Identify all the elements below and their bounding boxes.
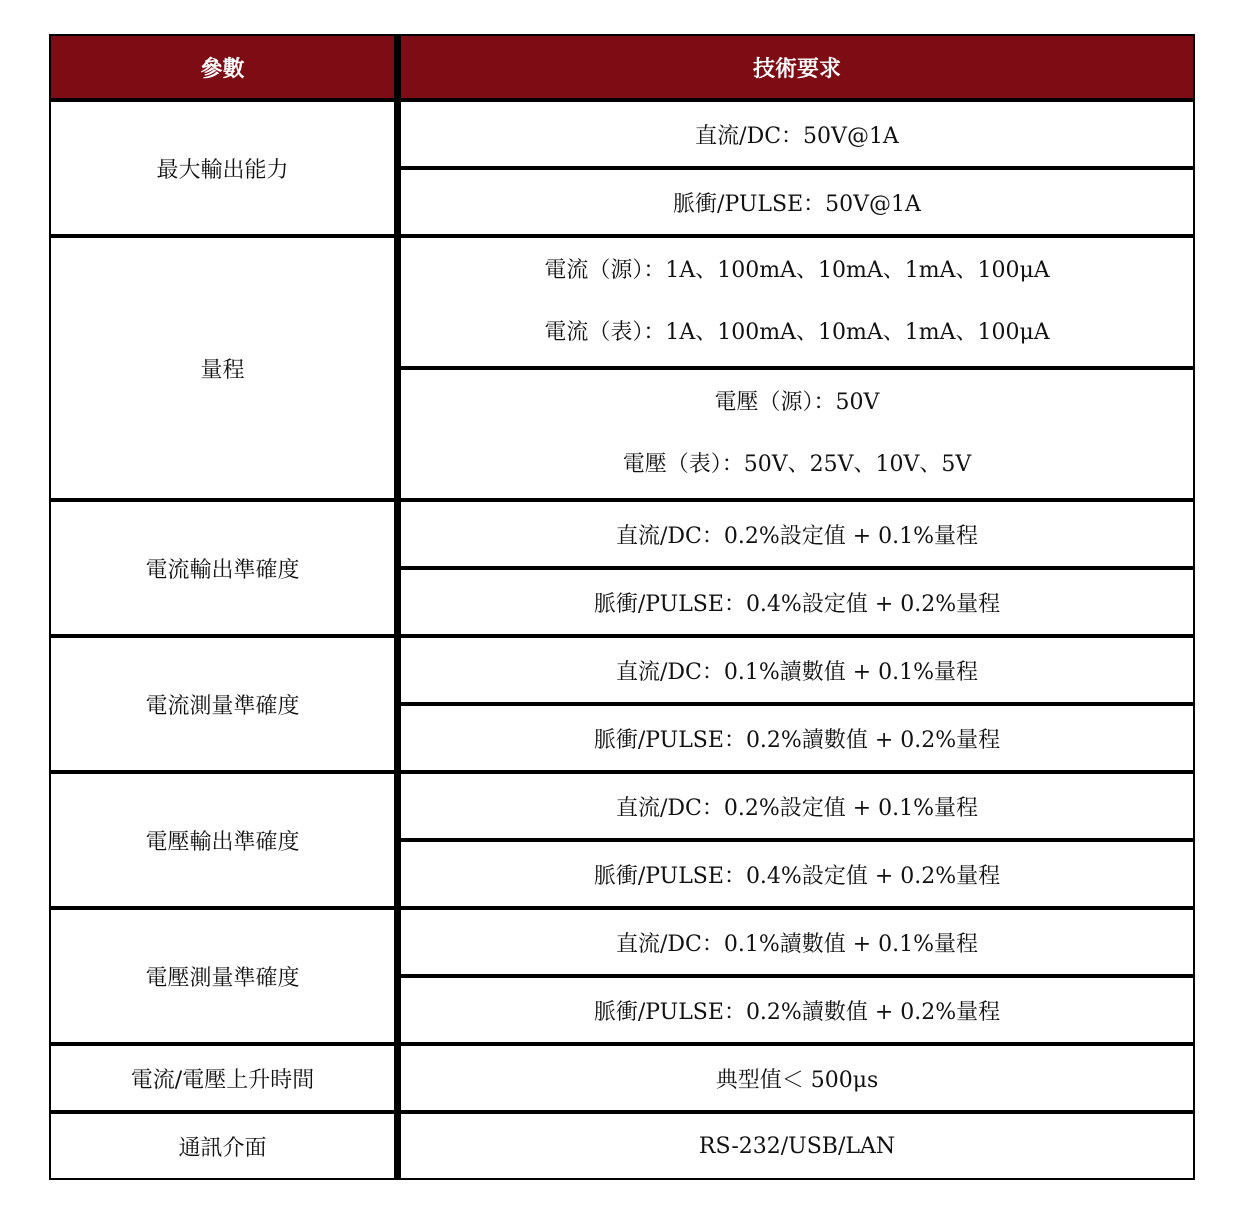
table-row — [49, 636, 1195, 704]
requirement-cell — [396, 772, 1195, 840]
requirement-line: 典型值＜ 500μs — [715, 1067, 879, 1093]
header-param: 參數 — [49, 34, 396, 100]
requirement-cell — [396, 976, 1195, 1044]
table-row — [49, 100, 1195, 168]
table-row — [49, 236, 1195, 368]
requirement-cell — [396, 1044, 1195, 1112]
table-header-row — [49, 34, 1195, 100]
requirement-line: 脈衝/PULSE：0.2%讀數值 + 0.2%量程 — [593, 999, 1001, 1025]
requirement-line: 直流/DC：0.2%設定值 + 0.1%量程 — [615, 795, 979, 821]
table-row — [49, 1112, 1195, 1180]
requirement-cell — [396, 168, 1195, 236]
requirement-line: 電壓（源）：50V — [714, 390, 880, 415]
requirement-line: 脈衝/PULSE：0.4%設定值 + 0.2%量程 — [593, 591, 1001, 617]
requirement-cell — [396, 236, 1195, 368]
requirement-cell — [396, 840, 1195, 908]
header-requirement: 技術要求 — [396, 34, 1195, 100]
requirement-line: 電壓（表）：50V、25V、10V、5V — [622, 452, 972, 477]
requirement-line: 脈衝/PULSE：0.2%讀數值 + 0.2%量程 — [593, 727, 1001, 753]
param-cell: 電壓輸出準確度 — [49, 772, 396, 908]
param-cell: 電壓測量準確度 — [49, 908, 396, 1044]
table-row — [49, 908, 1195, 976]
requirement-cell — [396, 368, 1195, 500]
requirement-cell — [396, 908, 1195, 976]
requirement-line: 直流/DC：0.2%設定值 + 0.1%量程 — [615, 523, 979, 549]
requirement-line: 直流/DC：0.1%讀數值 + 0.1%量程 — [615, 931, 979, 957]
requirement-cell — [396, 636, 1195, 704]
requirement-line: 脈衝/PULSE：50V@1A — [673, 191, 921, 217]
spec-table — [49, 34, 1195, 1180]
requirement-cell — [396, 704, 1195, 772]
param-cell: 通訊介面 — [49, 1112, 396, 1180]
param-cell: 電流輸出準確度 — [49, 500, 396, 636]
param-cell: 電流/電壓上升時間 — [49, 1044, 396, 1112]
requirement-cell — [396, 1112, 1195, 1180]
table-row — [49, 500, 1195, 568]
requirement-line: 直流/DC：0.1%讀數值 + 0.1%量程 — [615, 659, 979, 685]
table-row — [49, 1044, 1195, 1112]
requirement-cell — [396, 500, 1195, 568]
requirement-line: 電流（源）：1A、100mA、10mA、1mA、100μA — [544, 258, 1050, 283]
requirement-line: RS-232/USB/LAN — [698, 1133, 896, 1159]
param-cell: 電流測量準確度 — [49, 636, 396, 772]
table-row — [49, 772, 1195, 840]
requirement-cell — [396, 100, 1195, 168]
param-cell: 量程 — [49, 236, 396, 500]
requirement-cell — [396, 568, 1195, 636]
requirement-line: 電流（表）：1A、100mA、10mA、1mA、100μA — [544, 320, 1050, 345]
requirement-line: 脈衝/PULSE：0.4%設定值 + 0.2%量程 — [593, 863, 1001, 889]
requirement-line: 直流/DC：50V@1A — [695, 123, 899, 149]
param-cell: 最大輸出能力 — [49, 100, 396, 236]
